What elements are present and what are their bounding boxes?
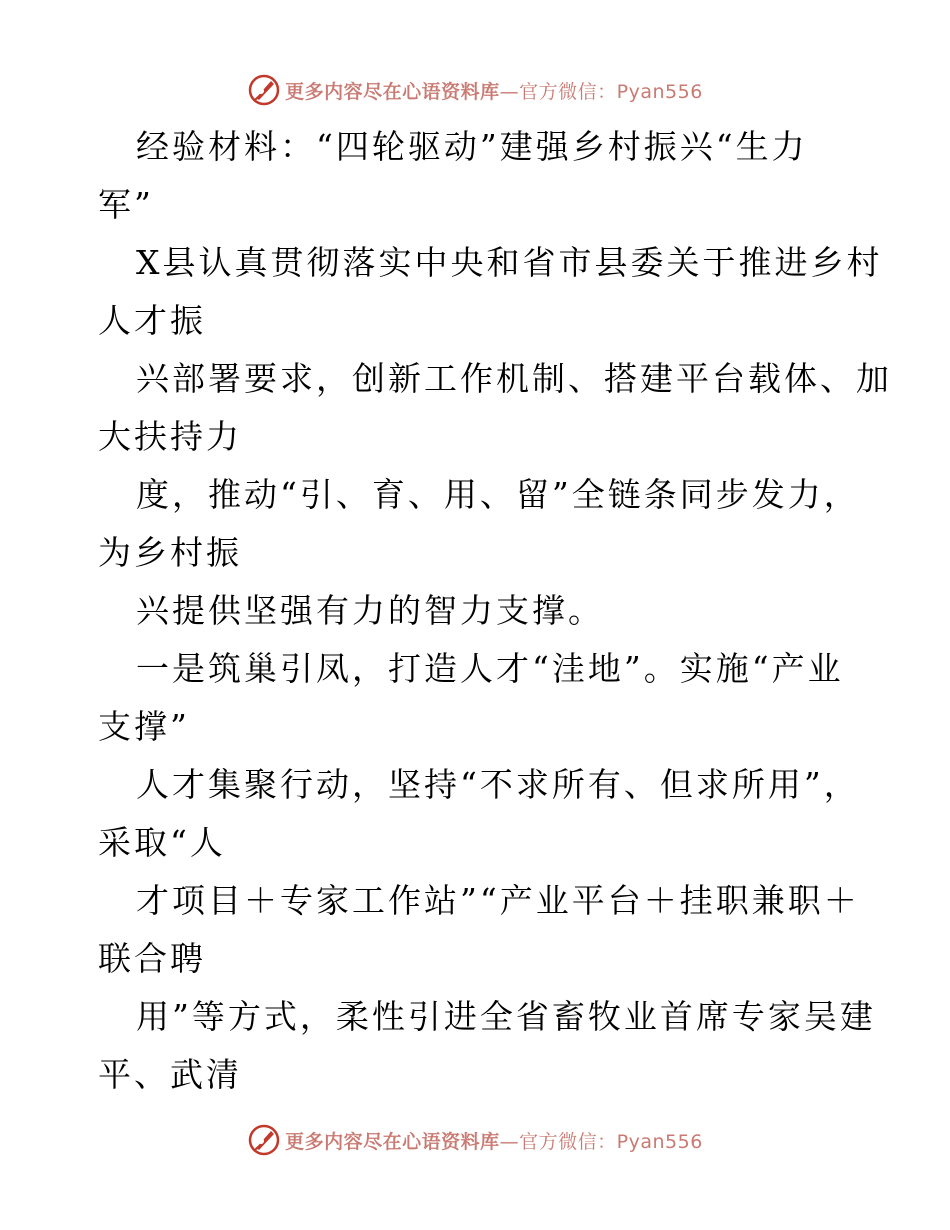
body-line: 兴部署要求，创新工作机制、搭建平台载体、加 [136,359,892,398]
header-banner-main: 更多内容尽在心语资料库 [285,80,500,103]
feather-pen-logo-icon [247,73,281,107]
body-line: 用”等方式，柔性引进全省畜牧业首席专家吴建 [136,997,876,1036]
body-line: 大扶持力 [98,417,242,456]
body-line: 兴提供坚强有力的智力支撑。 [136,591,604,630]
body-line: 人才集聚行动，坚持“不求所有、但求所用”， [136,765,860,804]
footer-banner-main: 更多内容尽在心语资料库 [285,1130,500,1153]
body-line: 为乡村振 [98,533,242,572]
feather-pen-logo-icon [247,1123,281,1157]
body-line: X县认真贯彻落实中央和省市县委关于推进乡村 [136,243,883,282]
header-banner [0,68,950,112]
body-line: 支撑” [98,707,190,746]
body-line: 人才振 [98,301,206,340]
body-line: 一是筑巢引凤，打造人才“洼地”。实施“产业 [136,649,844,688]
footer-banner [0,1118,950,1162]
body-line: 度，推动“引、育、用、留”全链条同步发力， [136,475,860,514]
header-banner-text [285,77,703,104]
body-line: 军” [98,185,154,224]
body-line: 才项目＋专家工作站”“产业平台＋挂职兼职＋ [136,881,860,920]
body-line: 经验材料：“四轮驱动”建强乡村振兴“生力 [136,127,808,166]
body-line: 平、武清 [98,1055,242,1094]
body-line: 采取“人 [98,823,226,862]
body-line: 联合聘 [98,939,206,978]
footer-banner-text [285,1127,703,1154]
header-banner-sub: —官方微信：Pyan556 [499,80,703,103]
document-body [98,118,892,1104]
footer-banner-sub: —官方微信：Pyan556 [499,1130,703,1153]
